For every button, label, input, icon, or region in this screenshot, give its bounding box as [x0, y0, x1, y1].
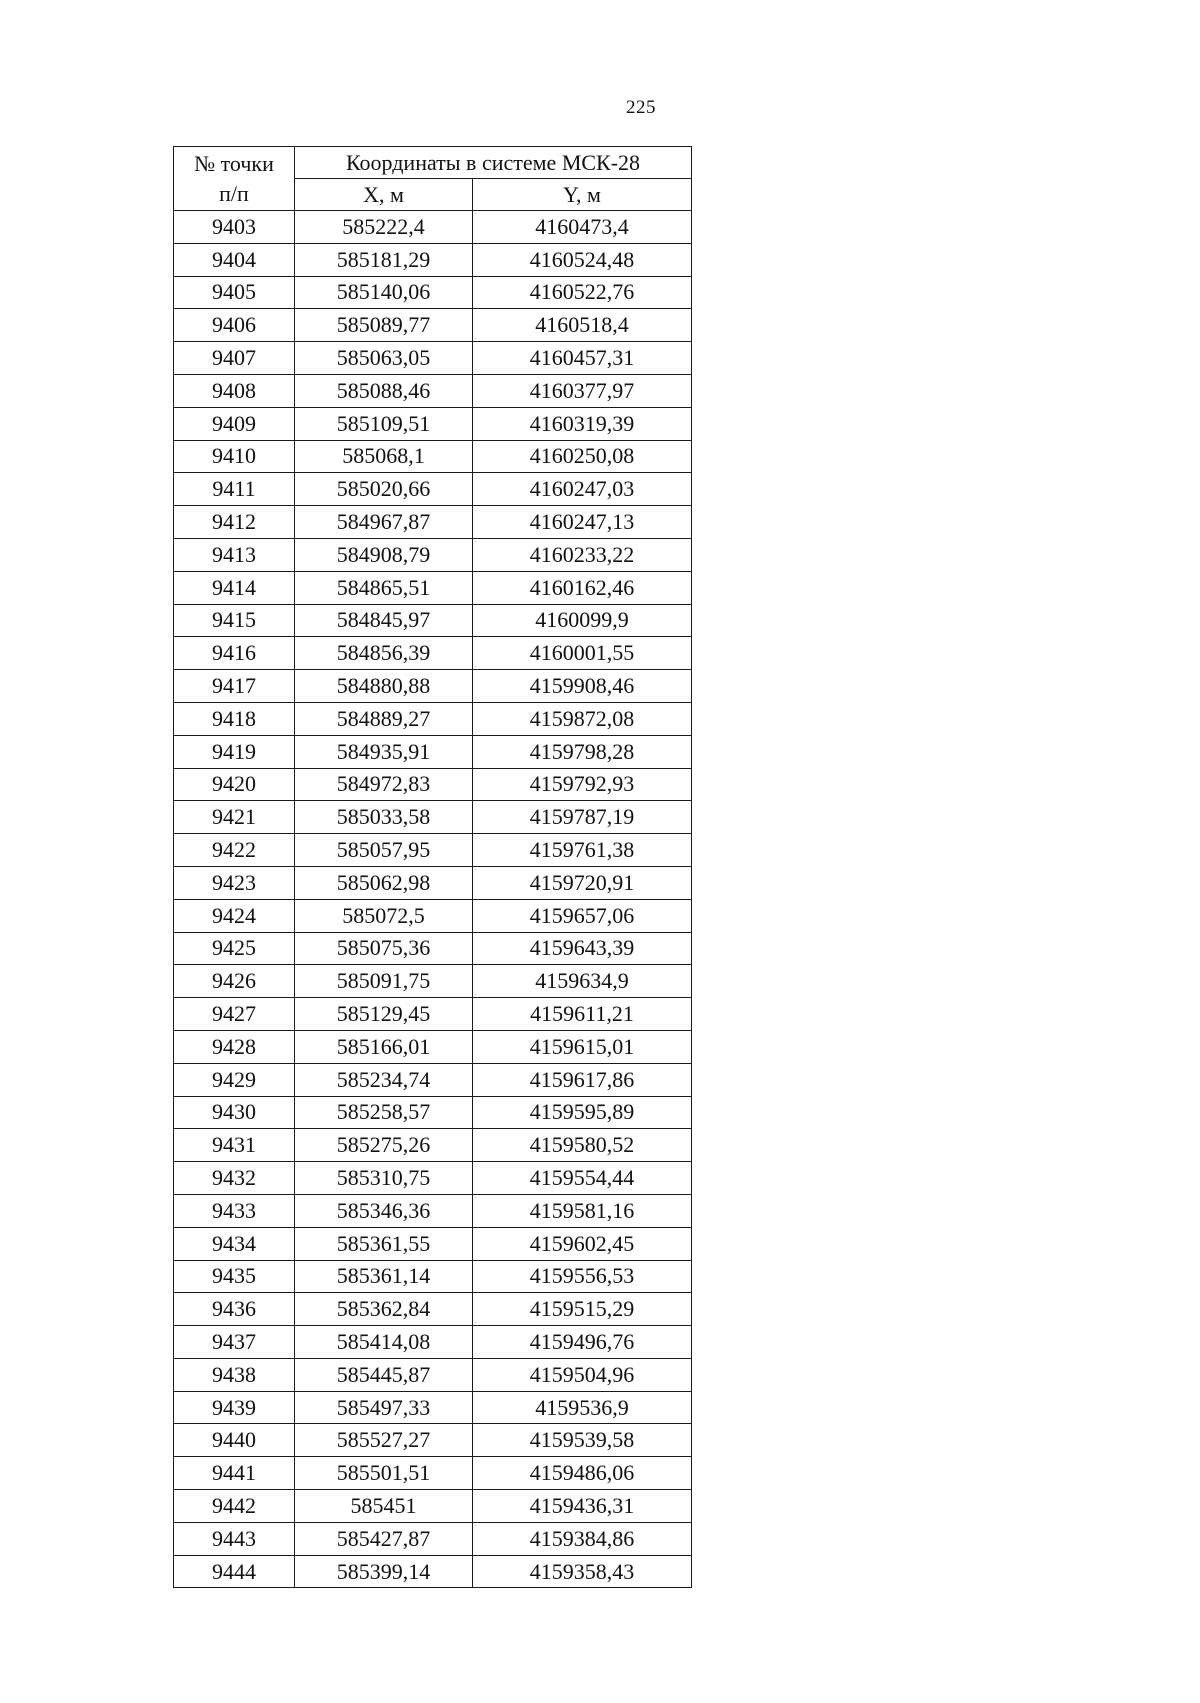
point-number-header-line2: п/п [219, 180, 249, 206]
y-coordinate-cell: 4159504,96 [473, 1358, 692, 1391]
point-number-cell: 9444 [174, 1555, 295, 1588]
x-coordinate-cell: 585057,95 [295, 834, 473, 867]
x-coordinate-cell: 585089,77 [295, 309, 473, 342]
point-number-cell: 9439 [174, 1391, 295, 1424]
point-number-cell: 9405 [174, 276, 295, 309]
y-coordinate-cell: 4159792,93 [473, 768, 692, 801]
x-coordinate-cell: 584845,97 [295, 604, 473, 637]
point-number-cell: 9418 [174, 702, 295, 735]
point-number-cell: 9409 [174, 407, 295, 440]
table-row [174, 1457, 692, 1490]
x-coordinate-cell: 584856,39 [295, 637, 473, 670]
x-coordinate-cell: 585140,06 [295, 276, 473, 309]
table-row [174, 440, 692, 473]
x-coordinate-cell: 585361,14 [295, 1260, 473, 1293]
table-row [174, 801, 692, 834]
table-row [174, 1260, 692, 1293]
table-header [174, 147, 692, 211]
page-number: 225 [626, 97, 656, 118]
y-coordinate-cell: 4160377,97 [473, 374, 692, 407]
y-coordinate-cell: 4159657,06 [473, 899, 692, 932]
table-row [174, 506, 692, 539]
table-row [174, 1030, 692, 1063]
x-coordinate-cell: 584908,79 [295, 538, 473, 571]
x-coordinate-cell: 585346,36 [295, 1194, 473, 1227]
point-number-cell: 9424 [174, 899, 295, 932]
table-row [174, 768, 692, 801]
y-coordinate-cell: 4159581,16 [473, 1194, 692, 1227]
table-row [174, 1391, 692, 1424]
table-row [174, 538, 692, 571]
x-coordinate-cell: 585497,33 [295, 1391, 473, 1424]
coordinates-table [173, 146, 692, 1588]
table-row [174, 834, 692, 867]
x-coordinate-cell: 584889,27 [295, 702, 473, 735]
y-coordinate-cell: 4159539,58 [473, 1424, 692, 1457]
point-number-cell: 9410 [174, 440, 295, 473]
y-coordinate-cell: 4160233,22 [473, 538, 692, 571]
point-number-cell: 9403 [174, 211, 295, 244]
point-number-cell: 9438 [174, 1358, 295, 1391]
table-row [174, 735, 692, 768]
y-coordinate-cell: 4159436,31 [473, 1490, 692, 1523]
x-coordinate-cell: 585181,29 [295, 243, 473, 276]
table-row [174, 276, 692, 309]
point-number-cell: 9436 [174, 1293, 295, 1326]
x-coordinate-cell: 585275,26 [295, 1129, 473, 1162]
y-coordinate-cell: 4160524,48 [473, 243, 692, 276]
table-row [174, 1424, 692, 1457]
table-row [174, 1358, 692, 1391]
y-coordinate-cell: 4159761,38 [473, 834, 692, 867]
y-coordinate-cell: 4160247,03 [473, 473, 692, 506]
x-coordinate-cell: 585088,46 [295, 374, 473, 407]
table-row [174, 407, 692, 440]
x-coordinate-cell: 585072,5 [295, 899, 473, 932]
y-coordinate-cell: 4159908,46 [473, 670, 692, 703]
x-coordinate-cell: 585399,14 [295, 1555, 473, 1588]
point-number-cell: 9442 [174, 1490, 295, 1523]
table-row [174, 243, 692, 276]
x-coordinate-cell: 585361,55 [295, 1227, 473, 1260]
table-row [174, 1326, 692, 1359]
point-number-header-line1: № точки [194, 150, 274, 176]
table-row [174, 473, 692, 506]
table-row [174, 1096, 692, 1129]
x-coordinate-cell: 585234,74 [295, 1063, 473, 1096]
y-coordinate-cell: 4159615,01 [473, 1030, 692, 1063]
x-coordinate-cell: 585258,57 [295, 1096, 473, 1129]
table-row [174, 309, 692, 342]
table-row [174, 998, 692, 1031]
x-coordinate-cell: 585068,1 [295, 440, 473, 473]
point-number-cell: 9435 [174, 1260, 295, 1293]
point-number-cell: 9431 [174, 1129, 295, 1162]
x-coordinate-cell: 584972,83 [295, 768, 473, 801]
y-column-header: Y, м [473, 179, 692, 211]
point-number-cell: 9440 [174, 1424, 295, 1457]
point-number-cell: 9407 [174, 342, 295, 375]
y-coordinate-cell: 4160518,4 [473, 309, 692, 342]
y-coordinate-cell: 4159358,43 [473, 1555, 692, 1588]
x-column-header: X, м [295, 179, 473, 211]
table-row [174, 702, 692, 735]
table-row [174, 342, 692, 375]
table-row [174, 1129, 692, 1162]
y-coordinate-cell: 4160473,4 [473, 211, 692, 244]
y-coordinate-cell: 4159515,29 [473, 1293, 692, 1326]
x-coordinate-cell: 585501,51 [295, 1457, 473, 1490]
y-coordinate-cell: 4159643,39 [473, 932, 692, 965]
table-row [174, 670, 692, 703]
table-row [174, 932, 692, 965]
x-coordinate-cell: 585451 [295, 1490, 473, 1523]
y-coordinate-cell: 4159496,76 [473, 1326, 692, 1359]
y-coordinate-cell: 4160099,9 [473, 604, 692, 637]
point-number-cell: 9437 [174, 1326, 295, 1359]
x-coordinate-cell: 585414,08 [295, 1326, 473, 1359]
x-coordinate-cell: 585033,58 [295, 801, 473, 834]
point-number-header [174, 147, 295, 211]
point-number-cell: 9421 [174, 801, 295, 834]
y-coordinate-cell: 4159384,86 [473, 1522, 692, 1555]
x-coordinate-cell: 584880,88 [295, 670, 473, 703]
table-body [174, 211, 692, 1588]
x-coordinate-cell: 584935,91 [295, 735, 473, 768]
table-row [174, 637, 692, 670]
point-number-cell: 9423 [174, 866, 295, 899]
point-number-cell: 9428 [174, 1030, 295, 1063]
x-coordinate-cell: 585020,66 [295, 473, 473, 506]
table-row [174, 1194, 692, 1227]
y-coordinate-cell: 4159617,86 [473, 1063, 692, 1096]
point-number-cell: 9416 [174, 637, 295, 670]
point-number-cell: 9425 [174, 932, 295, 965]
y-coordinate-cell: 4159536,9 [473, 1391, 692, 1424]
x-coordinate-cell: 585362,84 [295, 1293, 473, 1326]
y-coordinate-cell: 4159634,9 [473, 965, 692, 998]
table-row [174, 965, 692, 998]
point-number-cell: 9432 [174, 1162, 295, 1195]
point-number-cell: 9411 [174, 473, 295, 506]
point-number-cell: 9406 [174, 309, 295, 342]
point-number-cell: 9404 [174, 243, 295, 276]
point-number-cell: 9419 [174, 735, 295, 768]
point-number-cell: 9441 [174, 1457, 295, 1490]
y-coordinate-cell: 4160001,55 [473, 637, 692, 670]
y-coordinate-cell: 4160319,39 [473, 407, 692, 440]
table-row [174, 374, 692, 407]
x-coordinate-cell: 585445,87 [295, 1358, 473, 1391]
x-coordinate-cell: 584865,51 [295, 571, 473, 604]
point-number-cell: 9413 [174, 538, 295, 571]
y-coordinate-cell: 4159556,53 [473, 1260, 692, 1293]
table-row [174, 1522, 692, 1555]
y-coordinate-cell: 4159602,45 [473, 1227, 692, 1260]
y-coordinate-cell: 4160250,08 [473, 440, 692, 473]
point-number-cell: 9427 [174, 998, 295, 1031]
x-coordinate-cell: 585222,4 [295, 211, 473, 244]
x-coordinate-cell: 584967,87 [295, 506, 473, 539]
y-coordinate-cell: 4159798,28 [473, 735, 692, 768]
y-coordinate-cell: 4159486,06 [473, 1457, 692, 1490]
point-number-cell: 9408 [174, 374, 295, 407]
point-number-cell: 9429 [174, 1063, 295, 1096]
x-coordinate-cell: 585310,75 [295, 1162, 473, 1195]
table-row [174, 211, 692, 244]
table-row [174, 899, 692, 932]
y-coordinate-cell: 4160457,31 [473, 342, 692, 375]
table-row [174, 1555, 692, 1588]
y-coordinate-cell: 4160247,13 [473, 506, 692, 539]
x-coordinate-cell: 585166,01 [295, 1030, 473, 1063]
point-number-cell: 9415 [174, 604, 295, 637]
x-coordinate-cell: 585427,87 [295, 1522, 473, 1555]
point-number-cell: 9430 [174, 1096, 295, 1129]
table-row [174, 1490, 692, 1523]
point-number-cell: 9443 [174, 1522, 295, 1555]
x-coordinate-cell: 585109,51 [295, 407, 473, 440]
point-number-cell: 9420 [174, 768, 295, 801]
table-row [174, 604, 692, 637]
table-row [174, 1227, 692, 1260]
y-coordinate-cell: 4159595,89 [473, 1096, 692, 1129]
x-coordinate-cell: 585527,27 [295, 1424, 473, 1457]
y-coordinate-cell: 4159580,52 [473, 1129, 692, 1162]
point-number-cell: 9434 [174, 1227, 295, 1260]
point-number-cell: 9433 [174, 1194, 295, 1227]
x-coordinate-cell: 585075,36 [295, 932, 473, 965]
x-coordinate-cell: 585129,45 [295, 998, 473, 1031]
point-number-cell: 9417 [174, 670, 295, 703]
point-number-cell: 9412 [174, 506, 295, 539]
table-row [174, 866, 692, 899]
point-number-cell: 9426 [174, 965, 295, 998]
x-coordinate-cell: 585062,98 [295, 866, 473, 899]
x-coordinate-cell: 585063,05 [295, 342, 473, 375]
point-number-cell: 9414 [174, 571, 295, 604]
coordinates-group-header: Координаты в системе МСК-28 [295, 147, 692, 179]
y-coordinate-cell: 4159872,08 [473, 702, 692, 735]
y-coordinate-cell: 4159787,19 [473, 801, 692, 834]
table-row [174, 1063, 692, 1096]
table-row [174, 1162, 692, 1195]
y-coordinate-cell: 4159611,21 [473, 998, 692, 1031]
y-coordinate-cell: 4159554,44 [473, 1162, 692, 1195]
y-coordinate-cell: 4159720,91 [473, 866, 692, 899]
table-row [174, 1293, 692, 1326]
y-coordinate-cell: 4160162,46 [473, 571, 692, 604]
x-coordinate-cell: 585091,75 [295, 965, 473, 998]
table-row [174, 571, 692, 604]
y-coordinate-cell: 4160522,76 [473, 276, 692, 309]
point-number-cell: 9422 [174, 834, 295, 867]
